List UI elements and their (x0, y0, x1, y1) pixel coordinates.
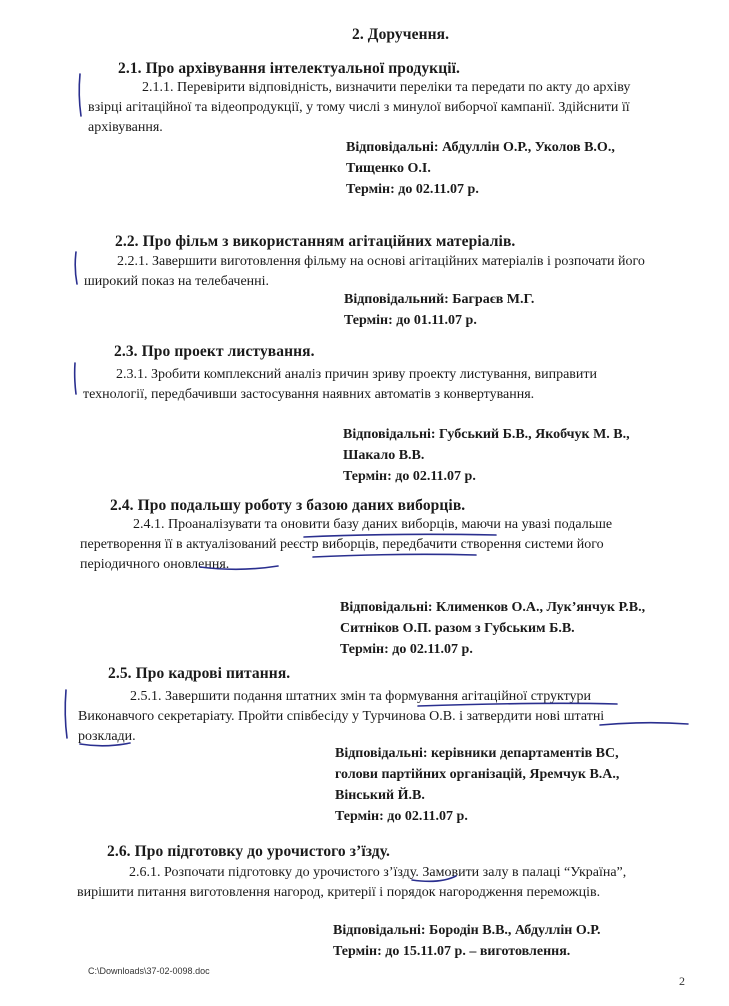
text-line: широкий показ на телебаченні. (84, 274, 270, 289)
section-text-2-4 (80, 515, 695, 575)
deadline: Термін: до 02.11.07 р. (343, 469, 476, 484)
section-heading-2-1: 2.1. Про архівування інтелектуальної продукції. (118, 60, 461, 77)
text-line: розклади. (78, 729, 136, 744)
section-heading-2-3: 2.3. Про проект листування. (114, 343, 315, 360)
text-line: періодичного оновлення. (80, 557, 230, 572)
responsible-block-2-2 (344, 289, 534, 331)
responsible-line: голови партійних організацій, Яремчук В.А., (335, 767, 620, 782)
responsible-line: Тищенко О.І. (346, 161, 431, 176)
deadline: Термін: до 15.11.07 р. – виготовлення. (333, 944, 571, 959)
responsible-line: Шакало В.В. (343, 448, 425, 463)
section-text-2-5 (78, 687, 698, 747)
document-title: 2. Доручення. (352, 26, 450, 43)
responsible-line: Відповідальні: Абдуллін О.Р., Уколов В.О., (346, 140, 615, 155)
deadline: Термін: до 02.11.07 р. (335, 809, 468, 824)
text-line: 2.2.1. Завершити виготовлення фільму на основі агітаційних матеріалів і розпочати його (117, 254, 645, 269)
responsible-line: Відповідальні: Клименков О.А., Лук’янчук Р.В., (340, 600, 646, 615)
file-path-footer: C:\Downloads\37-02-0098.doc (88, 966, 210, 976)
deadline: Термін: до 02.11.07 р. (340, 642, 473, 657)
text-line: архівування. (88, 120, 163, 135)
deadline: Термін: до 02.11.07 р. (346, 182, 479, 197)
text-line: 2.6.1. Розпочати підготовку до урочистого з’їзду. Замовити залу в палаці “Україна”, (129, 865, 627, 880)
text-line: технології, передбачивши застосування наявних автоматів з конвертування. (83, 387, 535, 402)
responsible-line: Відповідальні: Губський Б.В., Якобчук М. В., (343, 427, 630, 442)
responsible-line: Відповідальні: керівники департаментів ВС, (335, 746, 619, 761)
deadline: Термін: до 01.11.07 р. (344, 313, 477, 328)
text-line: 2.3.1. Зробити комплексний аналіз причин зриву проекту листування, виправити (116, 367, 598, 382)
section-text-2-2 (84, 252, 694, 292)
responsible-block-2-5 (335, 743, 619, 827)
responsible-block-2-1 (346, 137, 615, 200)
responsible-line: Відповідальні: Бородін В.В., Абдуллін О.Р. (333, 923, 601, 938)
section-text-2-1 (88, 78, 693, 138)
margin-mark-2-5 (65, 690, 67, 738)
text-line: 2.1.1. Перевірити відповідність, визначити переліки та передати по акту до архіву (142, 80, 631, 95)
responsible-line: Вінський Й.В. (335, 788, 425, 803)
text-line: Виконавчого секретаріату. Пройти співбесіду у Турчинова О.В. і затвердити нові штатні (78, 709, 605, 724)
section-heading-2-5: 2.5. Про кадрові питання. (108, 665, 291, 682)
section-text-2-6 (77, 863, 697, 903)
text-line: вирішити питання виготовлення нагород, критерії і порядок нагородження переможців. (77, 885, 601, 900)
text-line: 2.4.1. Проаналізувати та оновити базу даних виборців, маючи на увазі подальше (133, 517, 613, 532)
responsible-line: Ситніков О.П. разом з Губським Б.В. (340, 621, 575, 636)
responsible-block-2-4 (340, 597, 645, 660)
section-heading-2-2: 2.2. Про фільм з використанням агітаційних матеріалів. (115, 233, 516, 250)
section-text-2-3 (83, 365, 693, 405)
margin-mark-2-3 (75, 363, 76, 394)
text-line: 2.5.1. Завершити подання штатних змін та формування агітаційної структури (130, 689, 592, 704)
responsible-block-2-3 (343, 424, 630, 487)
text-line: взірці агітаційної та відеопродукції, у тому числі з минулої виборчої кампанії. Здійснити її (88, 100, 630, 115)
responsible-line: Відповідальний: Баграєв М.Г. (344, 292, 535, 307)
responsible-block-2-6 (333, 920, 601, 962)
page-number: 2 (679, 974, 685, 988)
section-heading-2-4: 2.4. Про подальшу роботу з базою даних виборців. (110, 497, 466, 514)
section-heading-2-6: 2.6. Про підготовку до урочистого з’їзду. (107, 843, 391, 860)
text-line: перетворення її в актуалізований реєстр виборців, передбачити створення системи його (80, 537, 604, 552)
margin-mark-2-2 (75, 252, 77, 284)
margin-mark-2-1 (79, 74, 81, 116)
